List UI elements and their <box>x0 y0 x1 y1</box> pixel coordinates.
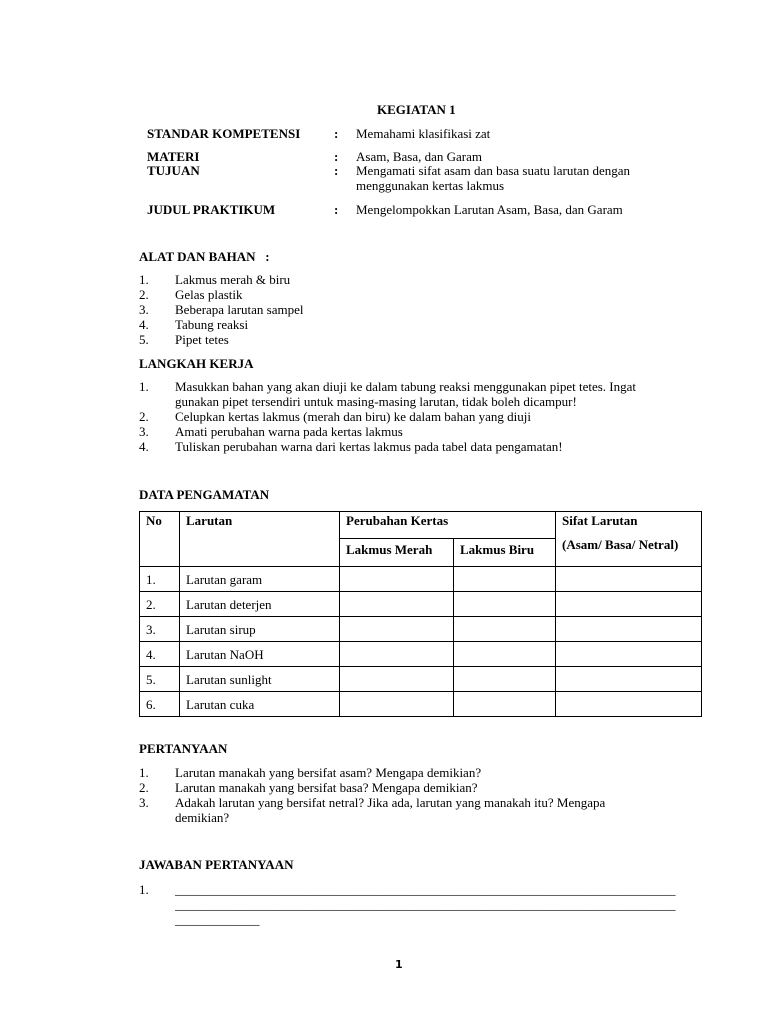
section-heading-pertanyaan: PERTANYAAN <box>139 741 228 756</box>
cell-no: 6. <box>140 692 180 717</box>
section-heading-data: DATA PENGAMATAN <box>139 487 270 502</box>
field-sep-standar: : <box>334 126 339 141</box>
field-value-materi: Asam, Basa, dan Garam <box>356 149 482 164</box>
column-header-lakmus-biru: Lakmus Biru <box>454 539 556 567</box>
column-header-no: No <box>140 512 180 567</box>
list-item-line: Adakah larutan yang bersifat netral? Jika ada, larutan yang manakah itu? Mengapa <box>175 795 606 810</box>
cell-lakmus-merah[interactable] <box>340 592 454 617</box>
field-label-standar: STANDAR KOMPETENSI <box>147 126 301 141</box>
field-value-tujuan-line-2: menggunakan kertas lakmus <box>356 178 505 193</box>
cell-lakmus-biru[interactable] <box>454 617 556 642</box>
cell-larutan: Larutan sunlight <box>180 667 340 692</box>
field-label-tujuan: TUJUAN <box>147 163 200 178</box>
list-item-line: Larutan manakah yang bersifat asam? Mengapa demikian? <box>175 765 482 780</box>
column-header-lakmus-merah: Lakmus Merah <box>340 539 454 567</box>
cell-larutan: Larutan deterjen <box>180 592 340 617</box>
column-header-sifat-subtitle: (Asam/ Basa/ Netral) <box>562 537 679 552</box>
cell-lakmus-biru[interactable] <box>454 692 556 717</box>
table-header-row <box>140 512 702 539</box>
page-number: 1 <box>395 958 403 971</box>
field-label-judul: JUDUL PRAKTIKUM <box>147 202 276 217</box>
section-heading-jawaban: JAWABAN PERTANYAAN <box>139 857 294 872</box>
answer-line[interactable]: _____________________________________________________________________________ <box>175 897 676 912</box>
cell-larutan: Larutan garam <box>180 567 340 592</box>
list-item-line: Celupkan kertas lakmus (merah dan biru) ke dalam bahan yang diuji <box>175 409 531 424</box>
answer-line[interactable]: _____________________________________________________________________________ <box>175 882 676 897</box>
list-number: 4. <box>139 317 149 332</box>
list-number: 3. <box>139 302 149 317</box>
list-item-line: Tuliskan perubahan warna dari kertas lakmus pada tabel data pengamatan! <box>175 439 563 454</box>
cell-sifat[interactable] <box>556 667 702 692</box>
list-item-line: demikian? <box>175 810 230 825</box>
cell-larutan: Larutan NaOH <box>180 642 340 667</box>
cell-lakmus-merah[interactable] <box>340 617 454 642</box>
list-number: 3. <box>139 795 149 810</box>
cell-lakmus-merah[interactable] <box>340 692 454 717</box>
list-number: 1. <box>139 379 149 394</box>
list-item: Tabung reaksi <box>175 317 249 332</box>
cell-lakmus-merah[interactable] <box>340 642 454 667</box>
answer-line[interactable]: _____________ <box>175 912 260 927</box>
list-number: 3. <box>139 424 149 439</box>
table-row <box>140 567 702 592</box>
cell-larutan: Larutan cuka <box>180 692 340 717</box>
list-item: Pipet tetes <box>175 332 229 347</box>
table-row <box>140 692 702 717</box>
list-item: Gelas plastik <box>175 287 243 302</box>
list-item-line: Masukkan bahan yang akan diuji ke dalam tabung reaksi menggunakan pipet tetes. Ingat <box>175 379 636 394</box>
field-sep-judul: : <box>334 202 339 217</box>
list-number: 2. <box>139 287 149 302</box>
field-sep-materi: : <box>334 149 339 164</box>
column-header-perubahan: Perubahan Kertas <box>340 512 556 539</box>
field-value-standar: Memahami klasifikasi zat <box>356 126 491 141</box>
field-value-judul: Mengelompokkan Larutan Asam, Basa, dan Garam <box>356 202 623 217</box>
list-item-line: Larutan manakah yang bersifat basa? Mengapa demikian? <box>175 780 478 795</box>
list-number: 1. <box>139 765 149 780</box>
field-value-tujuan-line-1: Mengamati sifat asam dan basa suatu larutan dengan <box>356 163 630 178</box>
cell-lakmus-biru[interactable] <box>454 592 556 617</box>
cell-no: 4. <box>140 642 180 667</box>
section-heading-langkah: LANGKAH KERJA <box>139 356 254 371</box>
list-item-line: gunakan pipet tersendiri untuk masing-masing larutan, tidak boleh dicampur! <box>175 394 577 409</box>
cell-lakmus-biru[interactable] <box>454 667 556 692</box>
cell-no: 5. <box>140 667 180 692</box>
cell-lakmus-biru[interactable] <box>454 642 556 667</box>
list-number: 1. <box>139 272 149 287</box>
cell-sifat[interactable] <box>556 592 702 617</box>
table-row <box>140 667 702 692</box>
cell-lakmus-merah[interactable] <box>340 667 454 692</box>
section-heading-alat: ALAT DAN BAHAN : <box>139 249 270 264</box>
cell-no: 3. <box>140 617 180 642</box>
cell-sifat[interactable] <box>556 642 702 667</box>
list-number: 4. <box>139 439 149 454</box>
field-label-materi: MATERI <box>147 149 200 164</box>
list-item: Lakmus merah & biru <box>175 272 291 287</box>
column-header-larutan: Larutan <box>180 512 340 567</box>
list-item-line: Amati perubahan warna pada kertas lakmus <box>175 424 403 439</box>
table-row <box>140 592 702 617</box>
list-number: 5. <box>139 332 149 347</box>
document-title: KEGIATAN 1 <box>377 102 456 117</box>
cell-larutan: Larutan sirup <box>180 617 340 642</box>
observation-table <box>139 511 702 717</box>
cell-sifat[interactable] <box>556 567 702 592</box>
cell-no: 2. <box>140 592 180 617</box>
list-number: 1. <box>139 882 149 897</box>
cell-lakmus-merah[interactable] <box>340 567 454 592</box>
cell-no: 1. <box>140 567 180 592</box>
table-row <box>140 617 702 642</box>
table-row <box>140 642 702 667</box>
cell-lakmus-biru[interactable] <box>454 567 556 592</box>
cell-sifat[interactable] <box>556 617 702 642</box>
list-number: 2. <box>139 409 149 424</box>
field-sep-tujuan: : <box>334 163 339 178</box>
column-header-sifat <box>556 512 702 567</box>
list-item: Beberapa larutan sampel <box>175 302 304 317</box>
list-number: 2. <box>139 780 149 795</box>
column-header-sifat-title: Sifat Larutan <box>562 513 638 528</box>
cell-sifat[interactable] <box>556 692 702 717</box>
